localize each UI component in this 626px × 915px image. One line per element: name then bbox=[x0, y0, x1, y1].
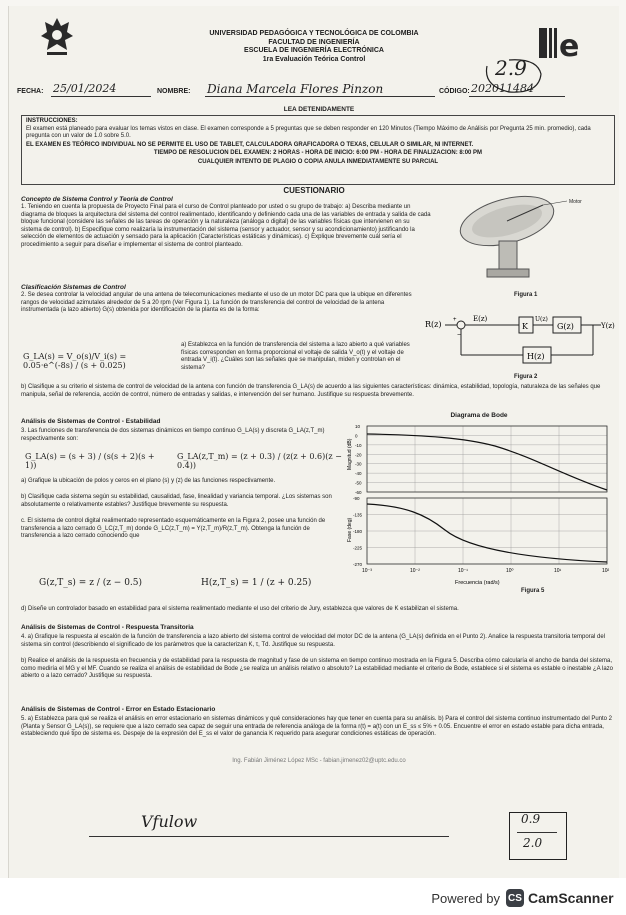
grade-bottom-top: 0.9 bbox=[521, 812, 541, 826]
instructions-line3: TIEMPO DE RESOLUCION DEL EXAMEN: 2 HORAS - HORA DE INICIO: 6:00 PM - HORA DE FINALIZACION: 8:00 PM bbox=[153, 150, 483, 157]
bode-mag-tick: 0 bbox=[355, 433, 358, 439]
section3-gs: G_LA(s) = (s + 3) / (s(s + 2)(s + 1)) bbox=[25, 452, 155, 470]
bode-mag-tick: -30 bbox=[355, 461, 362, 467]
instructions-line1: El examen está planeado para evaluar los temas vistos en clase. El examen corresponde a 5 preguntas que se deben responder en 120 Minutos (Tiempo Máximo de Análisis por Pregunta 25 min. promedio), cada pregunta con un valor de 1.0 sobre 5.0. bbox=[26, 125, 591, 140]
bode-caption: Figura 5 bbox=[521, 588, 545, 594]
bode-title: Diagrama de Bode bbox=[450, 412, 508, 419]
student-signature: Vfulow bbox=[141, 812, 198, 831]
bode-mag-tick: -60 bbox=[355, 490, 362, 495]
grade-top: 2.9 bbox=[495, 56, 527, 80]
section3-gz: G_LA(z,T_m) = (z + 0.3) / (z(z + 0.6)(z − 0.4)) bbox=[177, 452, 342, 470]
name-value: Diana Marcela Flores Pinzon bbox=[207, 82, 384, 96]
grade-bottom-bottom: 2.0 bbox=[523, 836, 543, 850]
bode-diagram bbox=[345, 424, 613, 594]
block-g: G(z) bbox=[557, 322, 574, 331]
section4-title: Análisis de Sistemas de Control - Respuesta Transitoria bbox=[21, 624, 194, 631]
section5-signature-line: Ing. Fabián Jiménez López MSc - fabian.jimenez02@uptc.edu.co bbox=[232, 758, 406, 764]
bode-magnitude-curve bbox=[367, 434, 607, 490]
section3-text: 3. Las funciones de transferencia de dos sistemas dinámicos en tiempo continuo G_LA(s) y discreta G_LA(z,T_m) respectivamente son: bbox=[21, 428, 325, 442]
bode-freq-tick: 10⁻² bbox=[410, 568, 420, 574]
section2-b-text: b) Clasifique a su criterio el sistema de control de velocidad de la antena con función de transferencia G_LA(s) de acuerdo a las siguientes características: dinámica, estabilidad, topología, naturaleza de las señales que manipula, señal de referencia, acción de control, número de entradas y salidas, e intervención del ser humano. Justifique su respuesta brevemente. bbox=[21, 384, 601, 398]
block-r-label: R(z) bbox=[425, 320, 442, 329]
block-h: H(z) bbox=[527, 352, 545, 361]
instructions-line2: EL EXAMEN ES TEÓRICO INDIVIDUAL NO SE PERMITE EL USO DE TABLET, CALCULADORA GRAFICADORA O TEXAS, CELULAR O SIMILAR, NI INTERNET. bbox=[26, 141, 474, 148]
block-minus: − bbox=[457, 332, 462, 339]
bode-freq-tick: 10⁻¹ bbox=[458, 568, 468, 574]
block-plus: + bbox=[453, 317, 457, 323]
powered-by-text: Powered by bbox=[431, 891, 500, 906]
exam-sheet bbox=[8, 6, 619, 878]
bode-xlabel: Frecuencia (rad/s) bbox=[455, 580, 500, 586]
camscanner-badge bbox=[506, 885, 618, 911]
bode-phase-curve bbox=[367, 504, 607, 562]
section3-a: a) Grafique la ubicación de polos y ceros en el plano (s) y (z) de las funciones respectivamente. bbox=[21, 478, 276, 484]
header-block bbox=[149, 30, 479, 64]
read-carefully: LEA DETENIDAMENTE bbox=[283, 106, 355, 113]
section3-c: c. El sistema de control digital realimentado representado esquemáticamente en la Figura 2, posee una función de transferencia a lazo cerrado G_LC(z,T_m) donde G_LC(z,T_m) = Y(z,T_m)/R(z,T_m). Obtenga la función de transferencia a lazo cerrado conociendo que bbox=[21, 518, 326, 540]
name-label: NOMBRE: bbox=[157, 88, 191, 95]
block-k: K bbox=[522, 322, 528, 331]
bode-mag-tick: 10 bbox=[355, 424, 361, 429]
date-value: 25/01/2024 bbox=[53, 82, 117, 95]
questionnaire-title: CUESTIONARIO bbox=[283, 186, 345, 195]
section1-title: Concepto de Sistema Control y Teoría de Control bbox=[21, 196, 173, 203]
block-y-label: Y(z) bbox=[601, 322, 615, 330]
bode-phase-tick: -90 bbox=[353, 496, 360, 501]
instructions-box bbox=[21, 115, 615, 185]
school-name: ESCUELA DE INGENIERÍA ELECTRÓNICA bbox=[244, 47, 384, 54]
section3-title: Análisis de Sistemas de Control - Estabilidad bbox=[21, 418, 161, 425]
bode-phase-tick: -225 bbox=[353, 545, 363, 551]
date-label: FECHA: bbox=[17, 88, 44, 95]
antenna-figure bbox=[447, 191, 599, 289]
bode-phase-tick: -180 bbox=[353, 529, 363, 534]
bode-mag-tick: -10 bbox=[355, 442, 362, 448]
section2-text: 2. Se desea controlar la velocidad angular de una antena de telecomunicaciones mediante el uso de un motor DC para que la ubique en diferentes rangos de velocidad azimutales alrededor de 5 a 20 rpm (Ver Figura 1). La función de transferencia del control de velocidad de la antena instrumentada (a lazo abierto) G(s) obtenida por identificación de la planta es de la forma: bbox=[21, 292, 412, 314]
section2-side-text: a) Establezca en la función de transferencia del sistema a lazo abierto a qué variables físicas corresponden en forma proporcional el voltaje de salida V_o(t) y el voltaje de entrada V_i(t). ¿Cuáles son las señales que se manipulan, miden y controlan en el sistema? bbox=[181, 342, 410, 371]
exam-title: 1ra Evaluación Teórica Control bbox=[262, 55, 366, 63]
university-crest-icon bbox=[39, 16, 75, 58]
figure2-caption: Figura 2 bbox=[514, 374, 538, 380]
bode-mag-ylabel: Magnitud (dB) bbox=[347, 438, 353, 470]
section5-title: Análisis de Sistemas de Control - Error en Estado Estacionario bbox=[21, 706, 216, 713]
section2-title: Clasificación Sistemas de Control bbox=[21, 284, 126, 291]
section4-b: b) Realice el análisis de la respuesta en frecuencia y de estabilidad para la respuesta de magnitud y fase de un sistema en tiempo continuo mostrada en la Figura 5. Describa cómo calcularía el ancho de banda del sistema, como mediría el MG y el MF. Cuando se realiza el análisis de estabilidad de Bode ¿se realiza un análisis relativo o absoluto? La estabilidad mediante el criterio de Bode, establece si el sistema es estable o inestable ¿A lazo abierto o a lazo cerrado? Justifique su respuesta. bbox=[21, 658, 613, 680]
camscanner-logo-icon: CS bbox=[506, 889, 524, 907]
instructions-line4: CUALQUIER INTENTO DE PLAGIO O COPIA ANULA INMEDIATAMENTE SU PARCIAL bbox=[197, 158, 439, 165]
university-name: UNIVERSIDAD PEDAGÓGICA Y TECNOLÓGICA DE COLOMBIA bbox=[209, 30, 419, 37]
camscanner-brand: CamScanner bbox=[528, 890, 614, 906]
section3-d: d) Diseñe un controlador basado en estabilidad para el sistema realimentado mediante el uso del criterio de Jury, establezca que valores de K estabilizan el sistema. bbox=[21, 606, 459, 612]
bode-mag-tick: -50 bbox=[355, 480, 362, 486]
section5-text: 5. a) Establezca para qué se realiza el análisis en error estacionario en sistemas dinámicos y qué consideraciones hay que tener en cuenta para su análisis. b) Para el control del sistema continuo instrumentado del Punto 2 (Planta y Sensor G_LA(s)), se requiere que a lazo cerrado sea capaz de seguir una entrada de referencia análoga de la forma r(t) = a(t) con un E_ss ≤ 5% + 0.05. Encuentre el error en estado estable para dicha entrada, estableciendo qué tipo de sistema es. Despeje de la expresión del E_ss el valor de ganancia K requerido para asegurar condiciones estáticas de operación. bbox=[21, 716, 612, 738]
figure1-caption: Figura 1 bbox=[514, 292, 538, 298]
faculty-name: FACULTAD DE INGENIERÍA bbox=[268, 38, 360, 46]
block-diagram bbox=[423, 311, 621, 381]
bode-phase-tick: -270 bbox=[353, 562, 363, 567]
bode-freq-tick: 10⁻³ bbox=[362, 568, 372, 574]
section3-g-eq: G(z,T_s) = z / (z − 0.5) bbox=[39, 578, 143, 588]
bode-phase-tick: -135 bbox=[353, 512, 363, 518]
section4-a: 4. a) Grafique la respuesta al escalón de la función de transferencia a lazo abierto del sistema control de velocidad del motor DC de la antena (G_LA(s) definida en el Punto 2). Analice la respuesta transitoria temporal del sistema sin control (describiendo el significado de los parámetros que la caracterizan K, τ, Td. Justifique su respuesta. bbox=[21, 634, 605, 648]
bode-freq-tick: 10⁰ bbox=[506, 568, 514, 574]
section3-b: b) Clasifique cada sistema según su estabilidad, causalidad, fase, linealidad y variancia temporal. ¿Los sistemas son absolutamente o relativamente estables? Justifique brevemente su respuesta. bbox=[21, 494, 332, 508]
bode-freq-tick: 10¹ bbox=[554, 568, 562, 574]
section1-text: 1. Teniendo en cuenta la propuesta de Proyecto Final para el curso de Control planteado por usted o su grupo de trabajo: a) Describa mediante un diagrama de bloques la arquitectura del sistema del control realimentado, identificando y definiendo cada una de las variables de entrada y salida de cada bloque funcional (considere las señales de las tareas de operación y la naturaleza (análoga o digital) de las variables físicas que intervienen en su sistema de control). b) Especifique como realizaría la instrumentación del sistema (sensor y actuador, sensor y su acondicionamiento) justificando la selección de elementos de actuación y sensado para la aplicación (Características estáticas y dinámicas). c) Explique brevemente cuál sería el procedimiento a seguir para diseñar e implementar el sistema de control planteado. bbox=[21, 204, 431, 248]
svg-text:e: e bbox=[559, 29, 580, 62]
bode-mag-tick: -20 bbox=[355, 452, 362, 458]
bode-freq-tick: 10² bbox=[602, 568, 610, 574]
antenna-motor-label: Motor bbox=[569, 199, 582, 205]
bode-phase-ylabel: Fase (deg) bbox=[347, 517, 353, 542]
section3-h-eq: H(z,T_s) = 1 / (z + 0.25) bbox=[201, 578, 312, 588]
block-e-label: E(z) bbox=[473, 315, 488, 323]
code-value: 202011484 bbox=[471, 82, 534, 95]
instructions-title: INSTRUCCIONES: bbox=[26, 118, 78, 124]
bode-mag-tick: -40 bbox=[355, 471, 362, 477]
block-u-label: U(z) bbox=[535, 316, 548, 323]
code-label: CÓDIGO: bbox=[439, 88, 470, 95]
section2-transfer-function: G_LA(s) = V_o(s)/V_i(s) = 0.05·e^(-8s) / (s + 0.025) bbox=[23, 352, 127, 370]
